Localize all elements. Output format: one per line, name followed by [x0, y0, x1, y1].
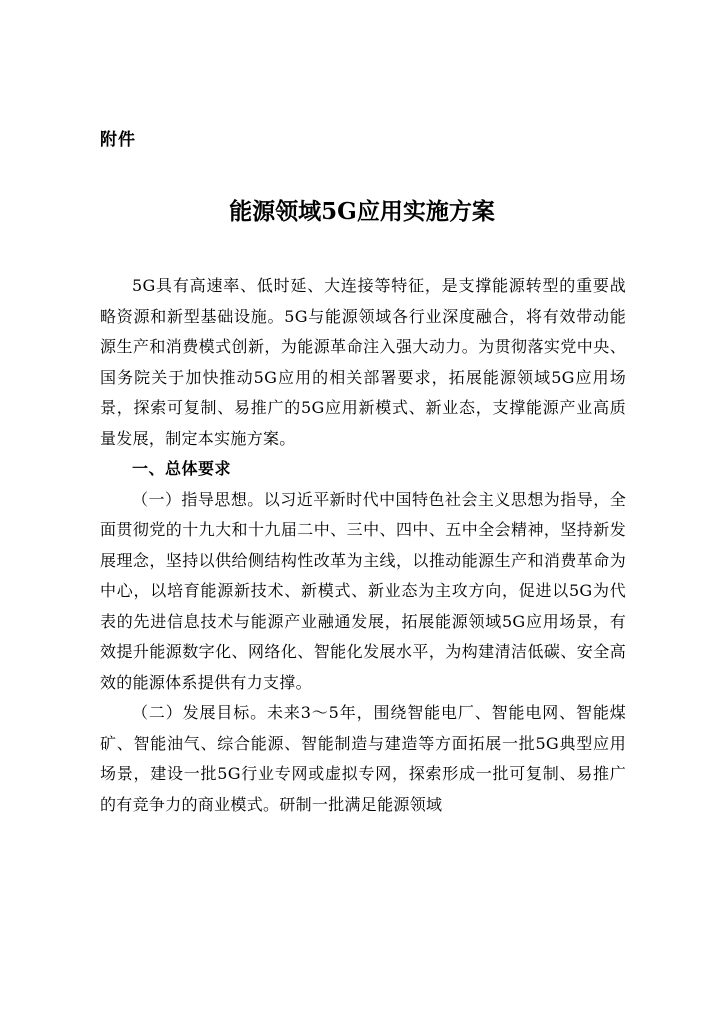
section-heading-general-requirements: 一、总体要求 — [132, 459, 232, 478]
development-goals-paragraph — [100, 698, 626, 820]
development-goals-heading: （二）发展目标。 — [132, 703, 267, 722]
development-goals-text: 未来3～5年，围绕智能电厂、智能电网、智能煤矿、智能油气、综合能源、智能制造与建造等方面拓展一批5G典型应用场景，建设一批5G行业专网或虚拟专网，探索形成一批可复制、易推广的有竞争力的商业模式。研制一批满足能源领域 — [100, 703, 626, 814]
document-title: 能源领域5G应用实施方案 — [229, 198, 495, 225]
guiding-ideology-paragraph — [100, 485, 626, 699]
guiding-ideology-heading: （一）指导思想。 — [132, 489, 264, 509]
intro-paragraph: 5G具有高速率、低时延、大连接等特征，是支撑能源转型的重要战略资源和新型基础设施。5G与能源领域各行业深度融合，将有效带动能源生产和消费模式创新，为能源革命注入强大动力。为贯彻落实党中央、国务院关于加快推动5G应用的相关部署要求，拓展能源领域5G应用场景，探索可复制、易推广的5G应用新模式、新业态，支撑能源产业高质量发展，制定本实施方案。 — [100, 276, 626, 448]
document-body — [100, 271, 626, 820]
attachment-label: 附件 — [100, 130, 136, 150]
guiding-ideology-text: 以习近平新时代中国特色社会主义思想为指导，全面贯彻党的十九大和十九届二中、三中、四中、五中全会精神，坚持新发展理念，坚持以供给侧结构性改革为主线，以推动能源生产和消费革命为中心，以培育能源新技术、新模式、新业态为主攻方向，促进以5G为代表的先进信息技术与能源产业融通发展，拓展能源领域5G应用场景，有效提升能源数字化、网络化、智能化发展水平，为构建清洁低碳、安全高效的能源体系提供有力支撑。 — [100, 489, 626, 692]
